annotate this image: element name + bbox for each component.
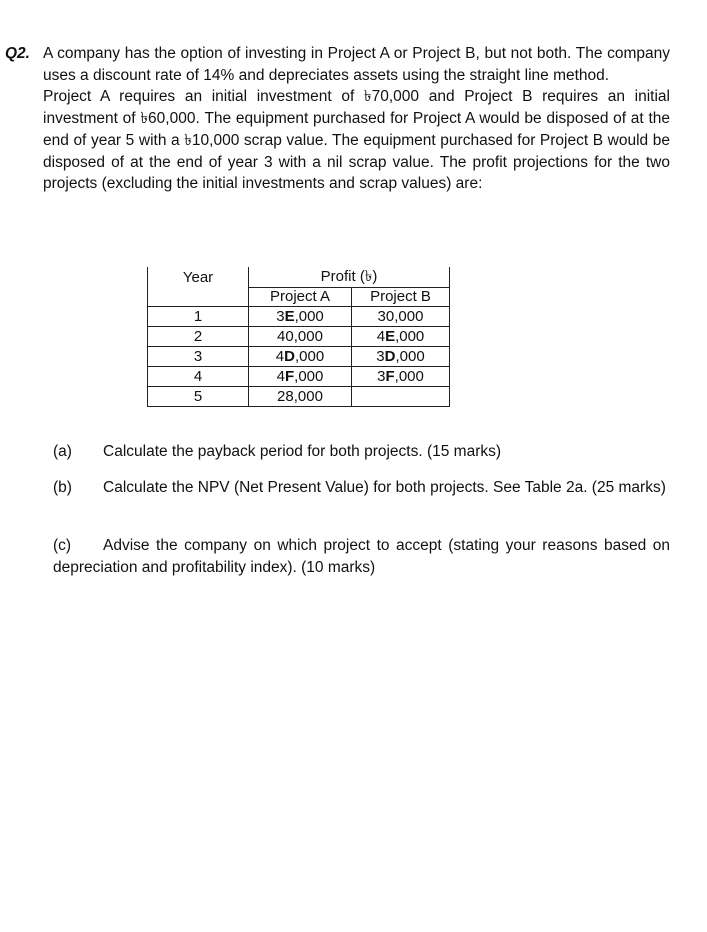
table-row [148,327,450,347]
project-a-cell: 4D,000 [249,347,352,367]
part-a-tag: (a) [53,443,72,460]
project-a-cell: 40,000 [249,327,352,347]
project-b-cell: 3D,000 [352,347,450,367]
part-b-tag: (b) [53,479,72,496]
table-row [148,347,450,367]
project-b-cell [352,387,450,407]
project-b-header: Project B [352,288,450,307]
question-block [5,43,670,195]
part-c-tag: (c) [53,537,72,554]
project-b-cell: 3F,000 [352,367,450,387]
project-b-cell: 4E,000 [352,327,450,347]
question-paragraph-1: A company has the option of investing in Project A or Project B, but not both. The company uses a discount rate of 14% and depreciates assets using the straight line method. [43,45,670,84]
year-cell: 2 [148,327,249,347]
table-row [148,367,450,387]
year-cell: 3 [148,347,249,367]
project-a-cell: 28,000 [249,387,352,407]
question-body [43,43,670,195]
part-b [53,477,670,499]
project-b-cell: 30,000 [352,307,450,327]
profit-table [147,267,450,407]
year-cell: 4 [148,367,249,387]
year-cell: 1 [148,307,249,327]
year-header: Year [148,267,249,307]
profit-header: Profit (৳) [249,267,450,288]
project-a-header: Project A [249,288,352,307]
question-label: Q2. [5,45,30,62]
project-a-cell: 3E,000 [249,307,352,327]
part-c [53,535,670,578]
part-a [53,441,670,463]
table-row [148,387,450,407]
part-b-text: Calculate the NPV (Net Present Value) for both projects. See Table 2a. (25 marks) [103,479,666,496]
part-a-text: Calculate the payback period for both projects. (15 marks) [103,443,502,460]
question-paragraph-2: Project A requires an initial investment of ৳70,000 and Project B requires an initial investment of ৳60,000. The equipment purchased for Project A would be disposed of at the end of year 5 with a ৳10,000 scrap value. The equipment purchased for Project B would be disposed of at the end of year 3 with a nil scrap value. The profit projections for the two projects (excluding the initial investments and scrap values) are: [43,88,670,193]
project-a-cell: 4F,000 [249,367,352,387]
part-c-text: Advise the company on which project to accept (stating your reasons based on depreciation and profitability index). (10 marks) [53,537,670,576]
table-row [148,307,450,327]
year-cell: 5 [148,387,249,407]
